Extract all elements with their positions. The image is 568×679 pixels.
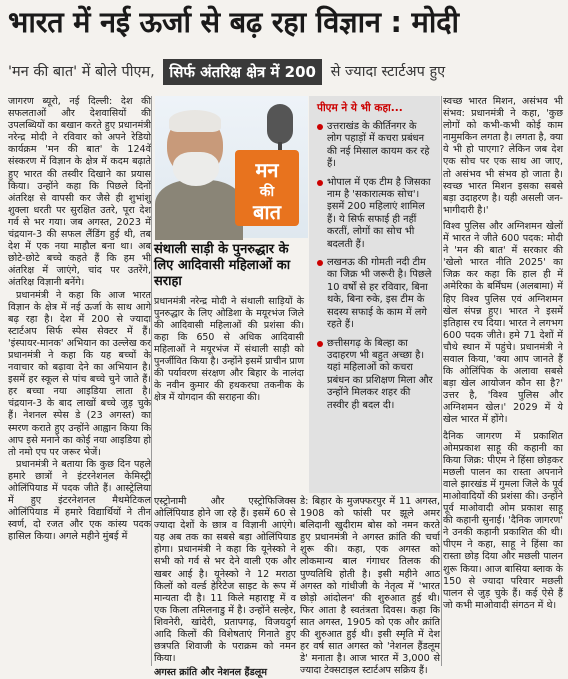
column-divider [151, 96, 152, 666]
bullet-icon [317, 124, 323, 130]
paragraph: स्वच्छ भारत मिशन, असंभव भी संभव: प्रधानमंत्री ने कहा, 'कुछ लोगों को कभी-कभी कोई काम नामुमकिन लगता है। लगता है, क्या ये भी हो पाएगा? लेकिन जब देश एक सोच पर एक साथ आ जाए, तो असंभव भी संभव हो जाता है। स्वच्छ भारत मिशन इसका सबसे बड़ा उदाहरण है। यही असली जन-भागीदारी है।' [443, 96, 563, 216]
microphone-icon [267, 104, 293, 144]
subheadline-post: से ज्यादा स्टार्टअप हुए [330, 64, 446, 80]
bullet-icon [317, 180, 323, 186]
paragraph: जागरण ब्यूरो, नई दिल्ली: देश की सफलताओं और देशवासियों की उपलब्धियों का बखान करते हुए प्रधानमंत्री नरेन्द्र मोदी ने रविवार को अपने रेडियो कार्यक्रम 'मन की बात' के 124वें संस्करण में विज्ञान के क्षेत्र में कदम बढ़ाते हुए भारत की तस्वीर दिखाने का प्रयास किया। उन्होंने कहा कि पिछले दिनों अंतरिक्ष से वापसी कर जैसे ही शुभांशु शुक्ला धरती पर सुरक्षित उतरे, पूरा देश गर्व से भर गया। जब अगस्त, 2023 में चंद्रयान-3 की सफल लैंडिंग हुई थी, तब देश में एक नया माहौल बना था। अब छोटे-छोटे बच्चे कहते हैं कि हम भी अंतरिक्ष में जाएंगे, चांद पर उतरेंगे, अंतरिक्ष विज्ञानी बनेंगे। [8, 96, 151, 289]
list-item: लखनऊ की गोमती नदी टीम का जिक्र भी जरूरी है। पिछले 10 वर्षों से हर रविवार, बिना थके, बिना रुके, इस टीम के सदस्य सफाई के काम में लगे रहते हैं। [317, 257, 434, 331]
person-figure [155, 180, 243, 240]
santhali-saree-body: प्रधानमंत्री नरेन्द्र मोदी ने संथाली साड़ियों के पुनरुद्धार के लिए ओडिशा के मयूरभंज जिले की आदिवासी महिलाओं की प्रशंसा की। कहा कि 650 से अधिक आदिवासी महिलाओं ने मयूरभंज में संथाली साड़ी को पुनर्जीवित किया है। उन्होंने इसमें प्राचीन प्राण की पर्यावरण संरक्षण और बिहार के नालंदा के नवीन कुमार की हथकरघा तकनीक के क्षेत्र में योगदान की सराहना की। [154, 296, 304, 403]
column-divider [441, 96, 442, 666]
paragraph: प्रधानमंत्री ने कहा कि आज भारत विज्ञान के क्षेत्र में नई ऊर्जा के साथ आगे बढ़ रहा है। देश में 200 से ज्यादा स्टार्टअप सिर्फ स्पेस सेक्टर में हैं। 'इंस्पायर-मानक' अभियान का उल्लेख कर प्रधानमंत्री ने कहा कि यह बच्चों के नवाचार को बढ़ावा देने का अभियान है। इसमें हर स्कूल से पांच बच्चे चुने जाते हैं। हर बच्चा नया आइडिया लाता है। चंद्रयान-3 के बाद लाखों बच्चे जुड़ चुके हैं। नेशनल स्पेस डे (23 अगस्त) का स्मरण कराते हुए उन्होंने आह्वान किया कि आप इसे मनाने का कोई नया आइडिया हो तो नमो एप पर जरूर भेजें। [8, 289, 151, 458]
paragraph: प्रधानमंत्री ने बताया कि कुछ दिन पहले हमारे छात्रों ने इंटरनेशनल केमिस्ट्री ओलिंपियाड में पदक जीते हैं। आस्ट्रेलिया में हुए इंटरनेशनल मैथमेटिकल ओलिंपियाड में हमारे विद्यार्थियों ने तीन स्वर्ण, दो रजत और एक कांस्य पदक हासिल किया। अगले महीने मुंबई में [8, 458, 151, 543]
pm-photo-with-mann-ki-baat-logo [155, 96, 308, 238]
article-bottom-left: एस्ट्रोनामी और एस्ट्रोफिजिक्स ओलिंपियाड होने जा रहे हैं। इसमें 60 से ज्यादा देशों के छात्र व विज्ञानी आएंगे। यह अब तक का सबसे बड़ा ओलिंपियाड होगा। प्रधानमंत्री ने कहा कि यूनेस्को ने सभी को गर्व से भर देने वाली एक और खबर आई है। यूनेस्को ने 12 मराठा किलों को वर्ल्ड हेरिटेज साइट के रूप में मान्यता दी है। 11 किले महाराष्ट्र में व एक किला तमिलनाडु में है। उन्होंने सल्हेर, शिवनेरी, खांदेरी, प्रतापगढ़, विजयदुर्ग आदि किलों की विशेषताएं गिनाते हुए छत्रपति शिवाजी के पराक्रम को नमन किया। अगस्त क्रांति और नेशनल हैंडलूम [154, 496, 296, 679]
bullet-icon [317, 341, 323, 347]
subheadline-pre: 'मन की बात' में बोले पीएम, [8, 64, 155, 80]
list-item: उत्तराखंड के कीर्तिनगर के लोग पहाड़ों में कचरा प्रबंधन की नई मिसाल कायम कर रहे हैं। [317, 121, 434, 171]
panel-list [309, 121, 440, 412]
bullet-icon [317, 260, 323, 266]
article-column-left [8, 96, 151, 666]
article-column-right [443, 96, 563, 666]
paragraph: दैनिक जागरण में प्रकाशित ओमप्रकाश साहू की कहानी का किया जिक्र: पीएम ने हिंसा छोड़कर मछली पालन का रास्ता अपनाने वाले झारखंड में गुमला जिले के पूर्व माओवादियों की प्रशंसा की। उन्होंने पूर्व माओवादी ओम प्रकाश साहू की कहानी सुनाई। 'दैनिक जागरण' ने उनकी कहानी प्रकाशित की थी। पीएम ने कहा, साहू ने हिंसा का रास्ता छोड़ दिया और मछली पालन शुरू किया। आज बासिया ब्लाक के 150 से ज्यादा परिवार मछली पालन से जुड़ चुके हैं। कई ऐसे हैं जो कभी माओवादी संगठन में थे। [443, 430, 563, 611]
mann-ki-baat-logo: मन की बात [235, 150, 299, 226]
pm-also-said-panel [309, 96, 440, 493]
subheadline [8, 58, 560, 86]
paragraph: विश्व पुलिस और अग्निशमन खेलों में भारत ने जीते 600 पदक: मोदी ने 'मन की बात' में सरकार की 'खेलो भारत नीति 2025' का जिक्र कर कहा कि हाल ही में अमेरिका के बर्मिंघम (अलबामा) में हिए विश्व पुलिस एवं अग्निशमन खेल संपन्न हुए। भारत ने इसमें इतिहास रच दिया। भारत ने लगभग 600 पदक जीते। हमे 71 देशों में चौथे स्थान में पहुंचे। प्रधानमंत्री ने सवाल किया, 'क्या आप जानते हैं कि ओलिंपिक के अलावा सबसे बड़ा खेल आयोजन कौन सा है?' उत्तर है, 'विश्व पुलिस और अग्निशमन खेल।' 2029 में ये खेल भारत में होंगे। [443, 220, 563, 426]
santhali-saree-heading: संथाली साड़ी के पुनरुद्धार के लिए आदिवासी महिलाओं का सराहा [154, 242, 291, 289]
headline: भारत में नई ऊर्जा से बढ़ रहा विज्ञान : मोदी [8, 5, 459, 39]
list-item: भोपाल में एक टीम है जिसका नाम है 'सकारात्मक सोच'। इसमें 200 महिलाएं शामिल हैं। ये सिर्फ सफाई ही नहीं करतीं, लोगों का सोच भी बदलती हैं। [317, 177, 434, 251]
subheading: अगस्त क्रांति और नेशनल हैंडलूम [154, 667, 267, 679]
list-item: छत्तीसगढ़ के बिल्हा का उदाहरण भी बहुत अच्छा है। यहां महिलाओं को कचरा प्रबंधन का प्रशिक्षण मिला और उन्होंने मिलकर शहर की तस्वीर ही बदल दी। [317, 338, 434, 412]
subheadline-boxed: सिर्फ अंतरिक्ष क्षेत्र में 200 [163, 59, 322, 85]
article-bottom-right: डे: बिहार के मुजफ्फरपुर में 11 अगस्त, 1908 को फांसी पर झूले अमर बलिदानी खुदीराम बोस को नमन करते हुए प्रधानमंत्री ने अगस्त क्रांति की चर्चा शुरू की। कहा, एक अगस्त को लोकमान्य बाल गंगाधर तिलक की पुण्यतिथि होती है। इसी महीने आठ अगस्त को गांधीजी के नेतृत्व में 'भारत छोड़ो आंदोलन' की शुरुआत हुई थी। फिर आता है स्वतंत्रता दिवस। कहा कि सात अगस्त, 1905 को एक और क्रांति की शुरुआत हुई थी। इसी स्मृति में देश हर वर्ष सात अगस्त को 'नेशनल हैंडलूम डे' मनाता है। आज भारत में 3,000 से ज्यादा टेक्सटाइल स्टार्टअप सक्रिय हैं। [300, 496, 440, 677]
panel-title: पीएम ने ये भी कहा... [317, 102, 403, 114]
